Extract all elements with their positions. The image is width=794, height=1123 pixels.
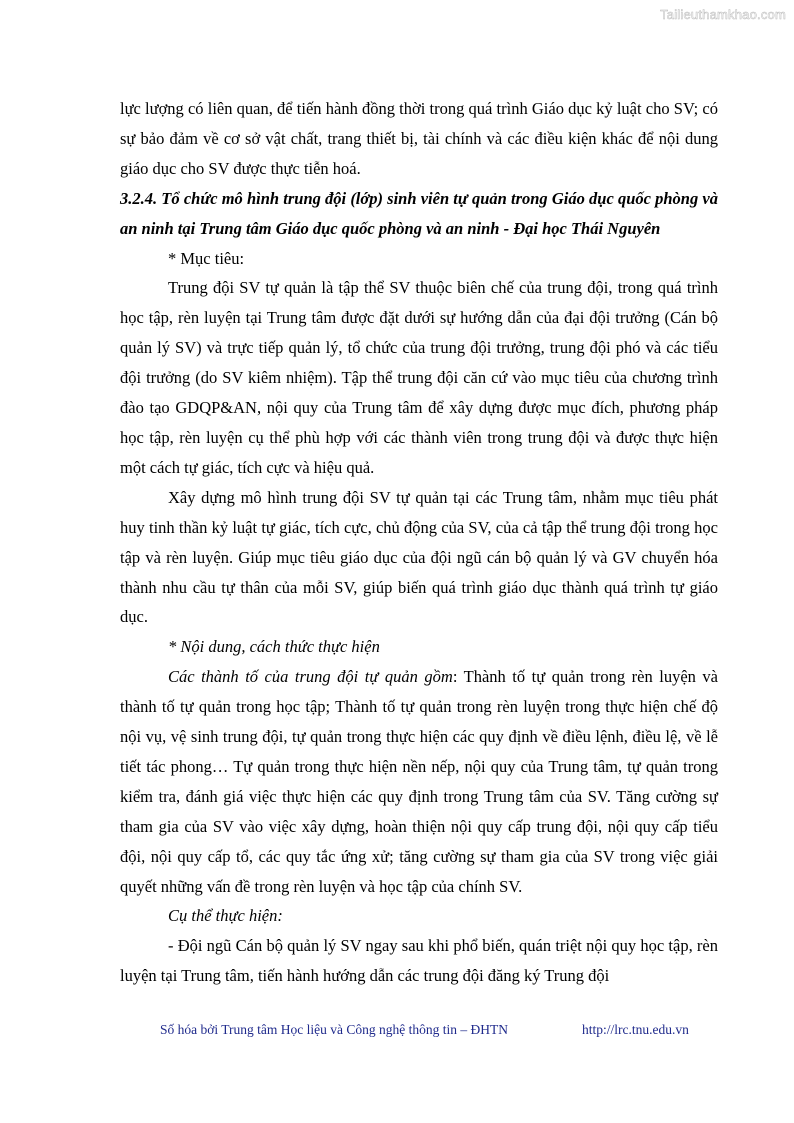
document-body bbox=[120, 94, 718, 991]
paragraph-objective: Trung đội SV tự quản là tập thể SV thuộc biên chế của trung đội, trong quá trình học tập, rèn luyện tại Trung tâm được đặt dưới sự hướng dẫn của đại đội trưởng (Cán bộ quản lý SV) và trực tiếp quản lý, tổ chức của trung đội trưởng, trung đội phó và các tiểu đội trưởng (do SV kiêm nhiệm). Tập thể trung đội căn cứ vào mục tiêu của chương trình đào tạo GDQP&AN, nội quy của Trung tâm để xây dựng được mục đích, phương pháp học tập, rèn luyện cụ thể phù hợp với các thành viên trong trung đội và được thực hiện một cách tự giác, tích cực và hiệu quả. bbox=[120, 278, 718, 477]
objective-label: * Mục tiêu: bbox=[168, 248, 245, 268]
footer-source: Số hóa bởi Trung tâm Học liệu và Công nghệ thông tin – ĐHTN bbox=[160, 1022, 509, 1037]
section-heading: 3.2.4. Tổ chức mô hình trung đội (lớp) sinh viên tự quản trong Giáo dục quốc phòng và an ninh tại Trung tâm Giáo dục quốc phòng và an ninh - Đại học Thái Nguyên bbox=[120, 188, 718, 238]
paragraph-model: Xây dựng mô hình trung đội SV tự quản tại các Trung tâm, nhằm mục tiêu phát huy tinh thần kỷ luật tự giác, tích cực, chủ động của SV, của cả tập thể trung đội trong học tập và rèn luyện. Giúp mục tiêu giáo dục của đội ngũ cán bộ quản lý và GV chuyển hóa thành nhu cầu tự thân của mỗi SV, giúp biến quá trình giáo dục thành quá trình tự giáo dục. bbox=[120, 487, 718, 627]
paragraph-components bbox=[120, 662, 718, 901]
components-label: Các thành tố của trung đội tự quản gồm bbox=[168, 667, 453, 687]
page-footer bbox=[160, 1022, 720, 1038]
watermark: Tailieuthamkhao.com bbox=[660, 7, 786, 22]
paragraph-intro: lực lượng có liên quan, để tiến hành đồng thời trong quá trình Giáo dục kỷ luật cho SV; có sự bảo đảm về cơ sở vật chất, trang thiết bị, tài chính và các điều kiện khác để nội dung giáo dục cho SV được thực tiễn hoá. bbox=[120, 99, 718, 178]
implementation-label: Cụ thể thực hiện: bbox=[168, 906, 283, 926]
paragraph-implementation: - Đội ngũ Cán bộ quản lý SV ngay sau khi phổ biến, quán triệt nội quy học tập, rèn luyện tại Trung tâm, tiến hành hướng dẫn các trung đội đăng ký Trung đội bbox=[120, 936, 718, 986]
components-text: : Thành tố tự quản trong rèn luyện và thành tố tự quản trong học tập; Thành tố tự quản trong rèn luyện trong thực hiện chế độ nội vụ, vệ sinh trung đội, tự quản trong thực hiện các quy định về điều lệnh, điều lệ, về lễ tiết tác phong… Tự quản trong thực hiện nền nếp, nội quy của Trung tâm, tự quản trong kiểm tra, đánh giá việc thực hiện các quy định trong Trung tâm của SV. Tăng cường sự tham gia của SV vào việc xây dựng, hoàn thiện nội quy cấp trung đội, nội quy cấp tiểu đội, nội quy cấp tổ, các quy tắc ứng xử; tăng cường sự tham gia của SV trong việc giải quyết những vấn đề trong rèn luyện và học tập của chính SV. bbox=[120, 667, 718, 896]
footer-url[interactable]: http://lrc.tnu.edu.vn bbox=[582, 1022, 689, 1037]
content-label: * Nội dung, cách thức thực hiện bbox=[168, 637, 380, 657]
